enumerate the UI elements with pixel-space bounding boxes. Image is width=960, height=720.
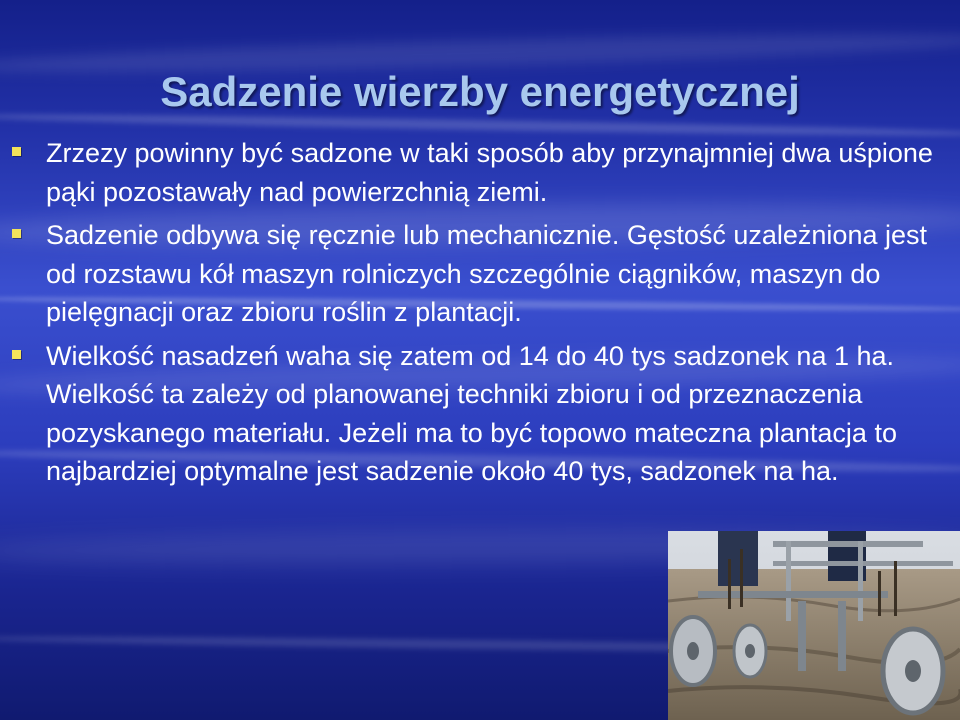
bullet-item (10, 337, 955, 491)
square-bullet-icon (12, 350, 21, 359)
bullet-text: Wielkość nasadzeń waha się zatem od 14 do 40 tys sadzonek na 1 ha. Wielkość ta zależy od planowanej techniki zbioru i od przeznaczenia pozyskanego materiału. Jeżeli ma to być topowo mateczna plantacja to najbardziej optymalne jest sadzenie około 40 tys, sadzonek na ha. (46, 340, 897, 486)
slide-title: Sadzenie wierzby energetycznej (160, 68, 800, 115)
square-bullet-icon (12, 229, 21, 238)
bullet-text: Sadzenie odbywa się ręcznie lub mechanicznie. Gęstość uzależniona jest od rozstawu kół maszyn rolniczych szczególnie ciągników, maszyn do pielęgnacji oraz zbioru roślin z plantacji. (46, 220, 927, 327)
planting-machine-photo (668, 531, 960, 720)
bullet-item (10, 216, 955, 332)
square-bullet-icon (12, 147, 21, 156)
bullet-item (10, 134, 955, 211)
bullet-list (10, 134, 955, 496)
bullet-text: Zrzezy powinny być sadzone w taki sposób aby przynajmniej dwa uśpione pąki pozostawały nad powierzchnią ziemi. (46, 138, 933, 207)
